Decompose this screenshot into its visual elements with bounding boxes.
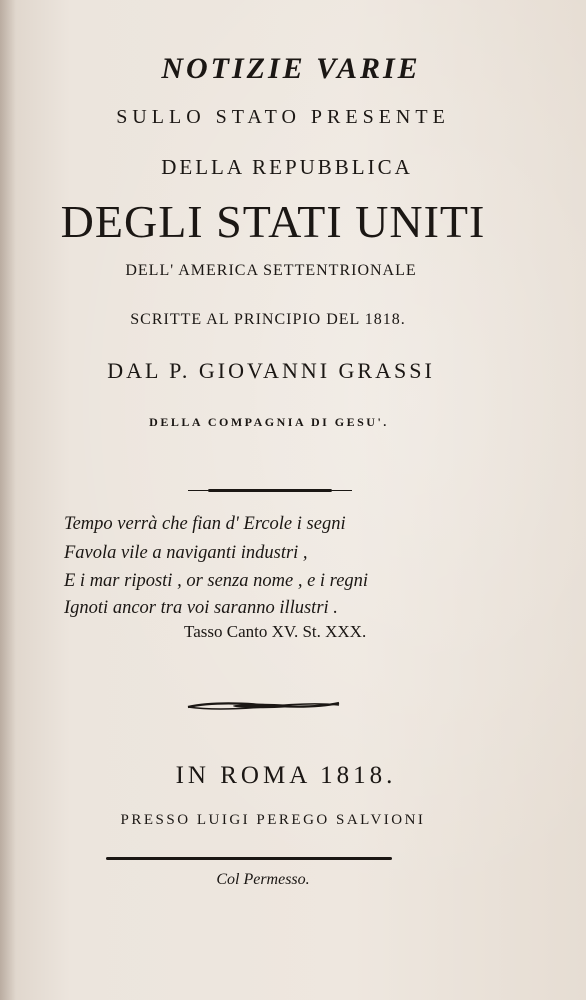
imprint-city-year: IN ROMA 1818. bbox=[175, 762, 397, 789]
title-line-1: NOTIZIE VARIE bbox=[161, 52, 421, 85]
author-line: DAL P. GIOVANNI GRASSI bbox=[107, 358, 435, 383]
title-line-5: DELL' AMERICA SETTENTRIONALE bbox=[125, 262, 417, 279]
epigraph-attribution: Tasso Canto XV. St. XXX. bbox=[184, 622, 367, 641]
epigraph-verse: Tempo verrà che fian d' Ercole i segni bbox=[64, 514, 346, 534]
title-line-3: DELLA REPUBBLICA bbox=[161, 155, 413, 179]
epigraph-verse: E i mar riposti , or senza nome , e i regni bbox=[64, 571, 369, 591]
imprint-rule bbox=[106, 857, 392, 860]
permission-note: Col Permesso. bbox=[216, 871, 310, 888]
title-line-6: SCRITTE AL PRINCIPIO DEL 1818. bbox=[130, 311, 406, 328]
title-line-2: SULLO STATO PRESENTE bbox=[116, 106, 450, 128]
epigraph-verse: Favola vile a naviganti industri , bbox=[64, 543, 308, 563]
epigraph-verse: Ignoti ancor tra voi saranno illustri . bbox=[64, 598, 338, 618]
gutter-shadow bbox=[0, 0, 16, 1000]
imprint-printer: PRESSO LUIGI PEREGO SALVIONI bbox=[120, 812, 426, 828]
affiliation-line: DELLA COMPAGNIA DI GESU'. bbox=[149, 415, 389, 429]
rule-divider bbox=[208, 489, 332, 492]
title-main: DEGLI STATI UNITI bbox=[60, 196, 486, 247]
ornamental-rule bbox=[186, 697, 341, 715]
